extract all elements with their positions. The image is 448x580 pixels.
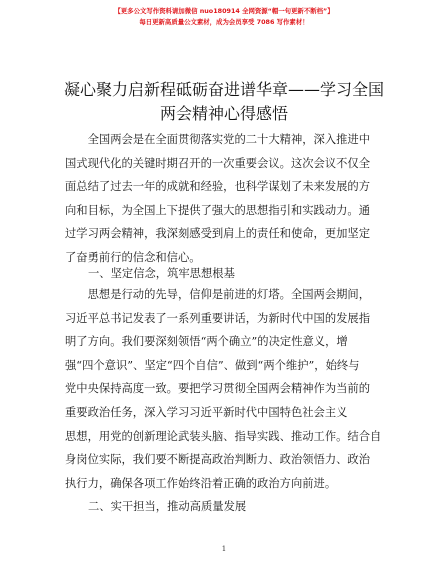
text-line: 习近平总书记发表了一系列重要讲话，为新时代中国的发展指 — [65, 311, 371, 325]
text-line: 面总结了过去一年的成就和经验，也科学谋划了未来发展的方 — [65, 180, 371, 194]
text-line: 国式现代化的关键时期召开的一次重要会议。这次会议不仅全 — [65, 156, 371, 170]
page-number: 1 — [221, 545, 227, 553]
text-line: 执行力，确保各项工作始终沿着正确的政治方向前进。 — [65, 476, 337, 490]
text-line: 强“四个意识”、坚定“四个自信”、做到“两个维护”，始终与 — [65, 358, 360, 372]
intro-paragraph — [65, 128, 389, 270]
document-title-line-1: 凝心聚力启新程砥砺奋进谱华章——学习全国 — [63, 80, 384, 99]
text-line: 思想，用党的创新理论武装头脑、指导实践、推动工作。结合自 — [65, 429, 382, 443]
text-line: 思想是行动的先导，信仰是前进的灯塔。全国两会期间， — [65, 288, 371, 301]
section-1-paragraph — [65, 283, 389, 495]
text-line: 身岗位实际，我们要不断提高政治判断力、政治领悟力、政治 — [65, 453, 371, 467]
text-line: 过学习两会精神，我深刻感受到肩上的责任和使命，更加坚定 — [65, 227, 371, 241]
text-line: 明了方向。我们要深刻领悟“两个确立”的决定性意义，增 — [65, 335, 348, 349]
text-line: 全国两会是在全面贯彻落实党的二十大精神，深入推进中 — [65, 133, 371, 146]
section-heading-1: 一、坚定信念，筑牢思想根基 — [88, 267, 235, 280]
section-heading-2: 二、实干担当，推动高质量发展 — [88, 500, 247, 513]
promo-banner-line-1: 【更多公文写作资料请加微信 nuo180914 全网资源“帽一句更新不断档”】 — [114, 7, 334, 15]
text-line: 向和目标，为全国上下提供了强大的思想指引和实践动力。通 — [65, 203, 371, 217]
text-line: 党中央保持高度一致。要把学习贯彻全国两会精神作为当前的 — [65, 382, 371, 396]
promo-banner-line-2: 每日更新高质量公文素材，成为会员享受 7086 写作素材！ — [139, 18, 309, 26]
text-line: 重要政治任务，深入学习习近平新时代中国特色社会主义 — [65, 405, 348, 419]
text-line: 了奋勇前行的信念和信心。 — [65, 250, 201, 264]
document-title-line-2: 两会精神心得感悟 — [159, 104, 288, 123]
